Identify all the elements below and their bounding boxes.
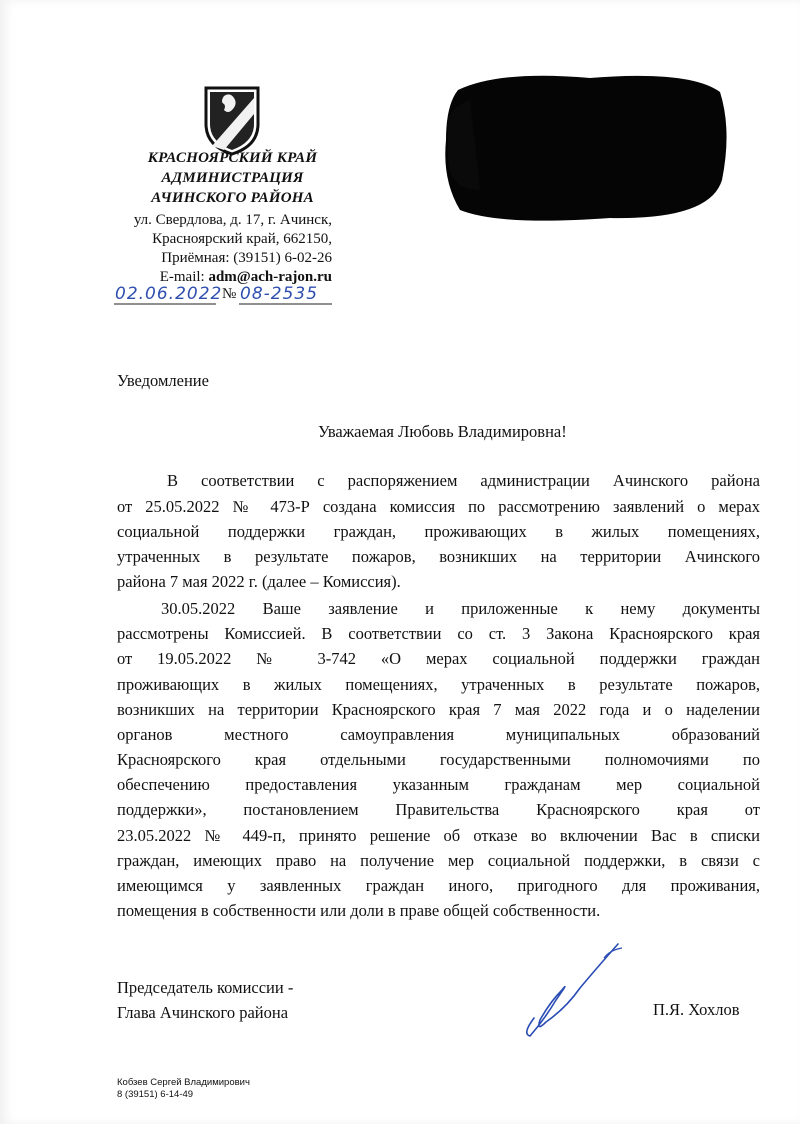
body-line: обеспечению предоставления указанным гражданам мер социальной bbox=[117, 775, 760, 794]
body-line: Красноярского края отдельными государственными полномочиями по bbox=[117, 750, 760, 769]
body-line: возникших на территории Красноярского края 7 мая 2022 года и о наделении bbox=[117, 700, 760, 719]
body-line: 23.05.2022 № 449-п, принято решение об отказе во включении Вас в списки bbox=[117, 826, 760, 845]
body-line: помещения в собственности или доли в праве общей собственности. bbox=[117, 901, 601, 920]
body-line: социальной поддержки граждан, проживающих в жилых помещениях, bbox=[117, 522, 760, 541]
body-line: органов местного самоуправления муниципальных образований bbox=[117, 725, 760, 744]
body-line: 30.05.2022 Ваше заявление и приложенные к нему документы bbox=[161, 599, 760, 618]
email-value: adm@ach-rajon.ru bbox=[208, 269, 332, 285]
body-line: от 25.05.2022 № 473-Р создана комиссия по рассмотрению заявлений о мерах bbox=[117, 497, 760, 516]
coat-of-arms-emblem bbox=[202, 84, 262, 156]
body-line: граждан, имеющих право на получение мер социальной поддержки, в связи с bbox=[117, 851, 760, 870]
email-label: E-mail: bbox=[159, 269, 209, 285]
org-region: КРАСНОЯРСКИЙ КРАЙ bbox=[147, 150, 318, 166]
greeting: Уважаемая Любовь Владимировна! bbox=[318, 422, 567, 441]
org-administration: АДМИНИСТРАЦИЯ bbox=[161, 170, 304, 186]
body-line: проживающих в жилых помещениях, утраченных в результате пожаров, bbox=[117, 675, 760, 694]
executor-phone: 8 (39151) 6-14-49 bbox=[117, 1089, 194, 1100]
redacted-addressee-block bbox=[440, 70, 730, 225]
body-line: утраченных в результате пожаров, возникших на территории Ачинского bbox=[117, 547, 760, 566]
body-line: района 7 мая 2022 г. (далее – Комиссия). bbox=[117, 572, 401, 591]
org-district: АЧИНСКОГО РАЙОНА bbox=[151, 190, 314, 206]
executor-name: Кобзев Сергей Владимирович bbox=[117, 1077, 250, 1088]
body-line: имеющимся у заявленных граждан иного, пригодного для проживания, bbox=[117, 876, 760, 895]
handwritten-number: 08-2535 bbox=[240, 284, 319, 304]
signatory-position-line2: Глава Ачинского района bbox=[117, 1003, 289, 1022]
address-street: ул. Свердлова, д. 17, г. Ачинск, bbox=[133, 212, 332, 228]
date-number-underline bbox=[114, 302, 334, 308]
handwritten-signature bbox=[500, 940, 640, 1040]
address-region: Красноярский край, 662150, bbox=[152, 231, 332, 247]
body-line: поддержки», постановлением Правительства Красноярского края от bbox=[117, 800, 760, 819]
signatory-name: П.Я. Хохлов bbox=[653, 1000, 740, 1019]
handwritten-date: 02.06.2022 bbox=[115, 284, 223, 304]
document-title: Уведомление bbox=[117, 371, 209, 390]
body-line: В соответствии с распоряжением администрации Ачинского района bbox=[167, 471, 760, 490]
body-line: от 19.05.2022 № 3-742 «О мерах социальной поддержки граждан bbox=[117, 649, 760, 668]
body-line: рассмотрены Комиссией. В соответствии со ст. 3 Закона Красноярского края bbox=[117, 624, 760, 643]
address-phone: Приёмная: (39151) 6-02-26 bbox=[161, 250, 332, 266]
signatory-position-line1: Председатель комиссии - bbox=[117, 978, 294, 997]
number-sign: № bbox=[222, 286, 237, 302]
